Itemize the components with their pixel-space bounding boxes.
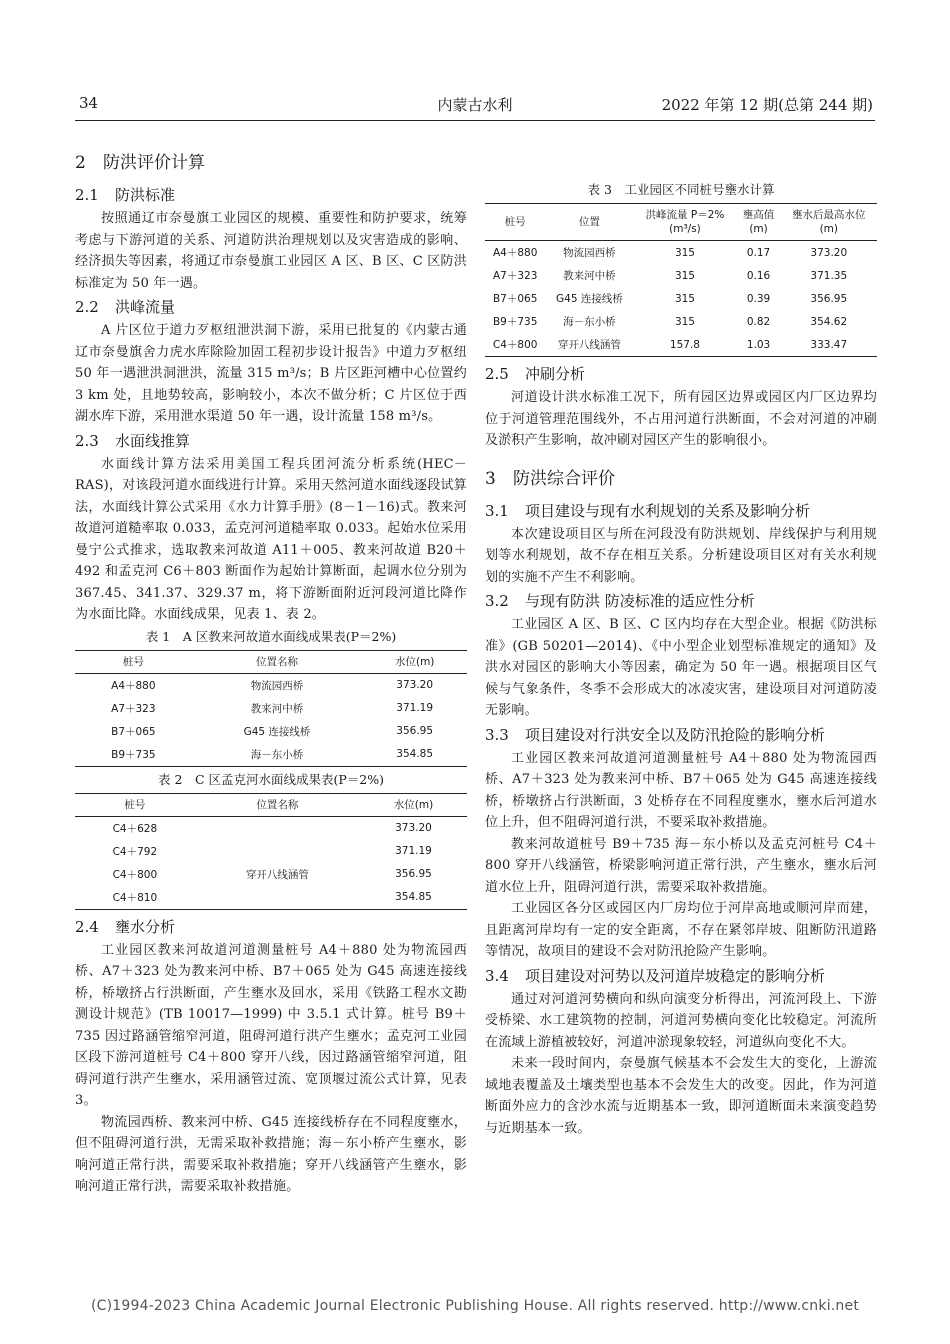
paragraph: 河道设计洪水标准工况下，所有园区边界或园区内厂区边界均位于河道管理范围线外，不占用河道行洪断面，不会对河道的冲刷及淤积产生影响，故冲刷对园区产生的影响很小。: [485, 390, 877, 448]
section-2-2-heading: 2.2 洪峰流量: [75, 298, 176, 316]
table-row: A7＋323 教来河中桥 315 0.16 371.35: [492, 269, 848, 282]
table-row: B7＋065 G45 连接线桥 315 0.39 356.95: [492, 292, 848, 305]
table-1-caption: 表 1 A 区教来河故道水面线成果表(P＝2%): [145, 628, 397, 644]
section-3-heading: 3 防洪综合评价: [485, 468, 615, 489]
table-3: [485, 203, 877, 357]
table-header: 桩号: [122, 655, 144, 668]
table-header: 桩号: [504, 216, 526, 228]
table-header: 水位(m): [394, 655, 435, 668]
table-row: C4＋800 穿开八线涵管 157.8 1.03 333.47: [485, 333, 877, 357]
table-header: 位置名称: [256, 798, 299, 811]
paragraph: 未来一段时间内，奈曼旗气候基本不会发生大的变化，上游流域地表覆盖及土壤类型也基本不会发生大的改变。因此，作为河道断面外应力的含沙水流与近期基本一致，即河道断面未来演变趋势与近期基本一致。: [485, 1056, 877, 1136]
table-row: B9＋735 海－东小桥 315 0.82 354.62: [492, 315, 848, 328]
paragraph: 水面线计算方法采用美国工程兵团河流分析系统(HEC－RAS)，对该段河道水面线进行计算。采用天然河道水面线逐段试算法，水面线计算公式采用《水力计算手册》(8－1－16)式。教来河故道河道糙率取 0.033，孟克河河道糙率取 0.033。起始水位采用曼宁公式推求，选取教来河故道 A11＋005、教来河故道 B20＋492 和孟克河 C6＋803 断面作为起始计算断面，起调水位分别为 367.45、341.37、329.37 m，将下游断面附近河段河道比降作为水面比降。水面线成果，见表 1、表 2。: [75, 456, 467, 622]
table-row: B9＋735 海－东小桥 354.85: [75, 743, 467, 767]
table-row: B7＋065 G45 连接线桥 356.95: [111, 725, 434, 738]
paragraph: 通过对河道河势横向和纵向演变分析得出，河流河段上、下游受桥梁、水工建筑物的控制，河道河势横向变化比较稳定。河流所在流域上游植被较好，河道冲淤现象较轻，河道纵向变化不大。: [485, 991, 877, 1050]
table-row: C4＋810 354.85: [75, 886, 467, 910]
right-column: [485, 133, 877, 1139]
section-2-heading: 2 防洪评价计算: [75, 153, 205, 173]
paragraph: 教来河故道桩号 B9＋735 海－东小桥以及孟克河桩号 C4＋800 穿开八线涵管，桥梁影响河道正常行洪，产生壅水，壅水后河道水位上升，阻碍河道行洪，需要采取补救措施。: [485, 836, 877, 895]
section-3-2-heading: 3.2 与现有防洪 防凌标准的适应性分析: [485, 592, 755, 610]
paragraph: 按照通辽市奈曼旗工业园区的规模、重要性和防护要求，统筹考虑与下游河道的关系、河道防洪治理规划以及灾害造成的影响、经济损失等因素，将通辽市奈曼旗工业园区 A 区、B 区、C 区防洪标准定为 50 年一遇。: [75, 211, 467, 291]
paragraph: 工业园区 A 区、B 区、C 区内均存在大型企业。根据《防洪标准》(GB 50201—2014)、《中小型企业划型标准规定的通知》及洪水对园区的影响大小等因素，确定为 50 年一遇。根据项目区气候与气象条件，冬季不会形成大的冰凌灾害，建设项目对河道防凌无影响。: [485, 617, 877, 718]
table-2: [75, 793, 467, 910]
table-header: 桩号: [124, 798, 146, 811]
table-header: 水位(m): [393, 798, 434, 811]
section-2-1-heading: 2.1 防洪标准: [75, 186, 176, 204]
section-3-4-heading: 3.4 项目建设对河势以及河道岸坡稳定的影响分析: [485, 966, 826, 985]
table-row: C4＋628 373.20: [112, 822, 432, 835]
left-column: [75, 140, 467, 1198]
paragraph: A 片区位于道力歹枢纽泄洪洞下游，采用已批复的《内蒙古通辽市奈曼旗舍力虎水库除险加固工程初步设计报告》中道力歹枢纽 50 年一遇泄洪洞泄洪，流量 315 m³/s；B 片区距河槽中心位置约 3 km 处，且地势较高，影响较小，本次不做分析；C 片区位于西湖水库下游，采用泄水渠道 50 年一遇，设计流量 158 m³/s。: [75, 323, 467, 424]
copyright-footer: (C)1994-2023 China Academic Journal Electronic Publishing House. All rights reserved. http://www.cnki.net: [90, 1298, 860, 1314]
table-2-caption: 表 2 C 区孟克河水面线成果表(P＝2%): [158, 771, 384, 787]
table-header: 壅高值 (m): [742, 209, 775, 235]
paragraph: 工业园区各分区或园区内厂房均位于河岸高地或顺河岸而建，且距离河岸均有一定的安全距离，不存在紧邻岸坡、阻断防汛道路等情况，故项目的建设不会对防汛抢险产生影响。: [485, 901, 877, 959]
journal-name: 内蒙古水利: [437, 96, 513, 114]
issue-info: 2022 年第 12 期(总第 244 期): [661, 96, 873, 114]
section-3-3-heading: 3.3 项目建设对行洪安全以及防汛抢险的影响分析: [485, 725, 826, 744]
page-number: 34: [79, 94, 99, 112]
paragraph: 本次建设项目区与所在河段没有防洪规划、岸线保护与利用规划等水利规划，故不存在相互关系。分析建设项目区对有关水利规划的实施不产生不利影响。: [485, 526, 877, 585]
table-1: [75, 650, 467, 767]
section-2-3-heading: 2.3 水面线推算: [75, 431, 191, 450]
table-header: 洪峰流量 P＝2% (m³/s): [645, 209, 725, 235]
table-header: 位置名称: [256, 655, 299, 668]
table-row: C4＋800 穿开八线涵管 356.95: [112, 868, 432, 881]
section-2-4-heading: 2.4 壅水分析: [75, 917, 176, 936]
table-row: A4＋880 物流园西桥 373.20: [111, 679, 434, 692]
table-header: 壅水后最高水位 (m): [792, 209, 866, 235]
paragraph: 工业园区教来河故道河道测量桩号 A4＋880 处为物流园西桥、A7＋323 处为教来河中桥、B7＋065 处为 G45 高速连接线桥，桥墩挤占行洪断面，产生壅水及回水，采用《铁路工程水文勘测设计规范》(TB 10017—1999) 中 3.5.1 式计算。桩号 B9＋735 因过路涵管缩窄河道，阻碍河道行洪产生壅水；孟克河工业园区段下游河道桩号 C4＋800 穿开八线，因过路涵管缩窄河道，阻碍河道行洪产生壅水，采用涵管过流、宽顶堰过流公式计算，见表 3。: [75, 942, 467, 1108]
running-header: [75, 92, 875, 121]
table-3-caption: 表 3 工业园区不同桩号壅水计算: [587, 182, 775, 197]
table-row: A7＋323 教来河中桥 371.19: [111, 702, 434, 715]
table-header: 位置: [578, 216, 600, 228]
section-2-5-heading: 2.5 冲刷分析: [485, 365, 586, 383]
table-row: A4＋880 物流园西桥 315 0.17 373.20: [492, 246, 848, 259]
paragraph: 物流园西桥、教来河中桥、G45 连接线桥存在不同程度壅水，但不阻碍河道行洪，无需采取补救措施；海－东小桥产生壅水，影响河道正常行洪，需要采取补救措施；穿开八线涵管产生壅水，影响河道正常行洪，需要采取补救措施。: [75, 1114, 467, 1194]
paragraph: 工业园区教来河故道河道测量桩号 A4＋880 处为物流园西桥、A7＋323 处为教来河中桥、B7＋065 处为 G45 高速连接线桥，桥墩挤占行洪断面，3 处桥存在不同程度壅水，壅水后河道水位上升，但不阻碍河道行洪，不要采取补救措施。: [485, 750, 877, 830]
section-3-1-heading: 3.1 项目建设与现有水利规划的关系及影响分析: [485, 501, 811, 520]
table-row: C4＋792 371.19: [112, 845, 432, 858]
